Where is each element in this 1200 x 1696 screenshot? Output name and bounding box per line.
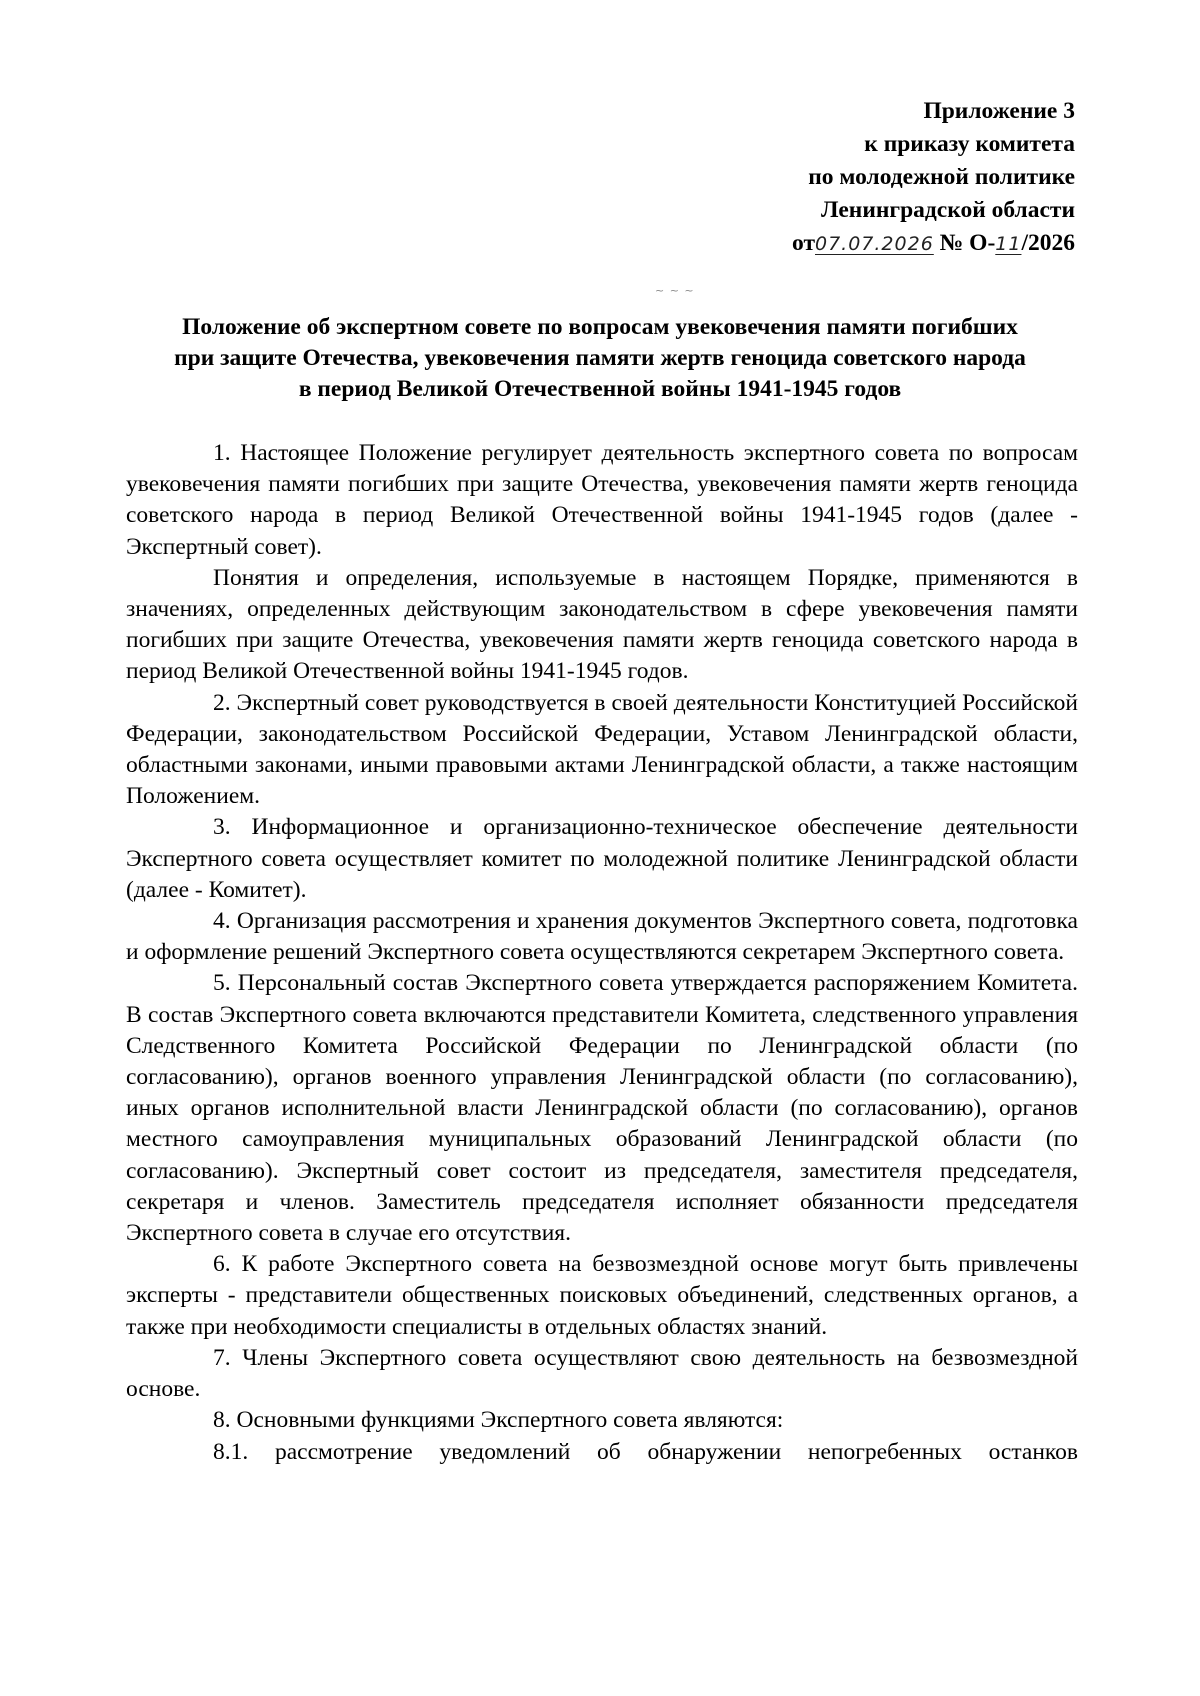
title-line: при защите Отечества, увековечения памяти жертв геноцида советского народа	[174, 345, 1026, 371]
order-prefix: от	[792, 230, 815, 256]
title-line: Положение об экспертном совете по вопросам увековечения памяти погибших	[182, 314, 1018, 340]
paragraph-7: 7. Члены Экспертного совета осуществляют свою деятельность на безвозмездной основе.	[126, 1344, 1078, 1403]
paragraph-8: 8. Основными функциями Экспертного совета являются:	[213, 1407, 784, 1434]
handwritten-order-number: 11	[995, 233, 1022, 255]
paragraph-4: 4. Организация рассмотрения и хранения документов Экспертного совета, подготовка и оформление решений Экспертного совета осуществляются секретарем Экспертного совета.	[126, 908, 1078, 966]
appendix-header	[792, 95, 1075, 261]
paragraph-2: 2. Экспертный совет руководствуется в своей деятельности Конституцией Российской Федерации, законодательством Российской Федерации, Уставом Ленинградской области, областными законами, иными правовыми актами Ленинградской области, а также настоящим Положением.	[126, 689, 1078, 810]
appendix-line: Приложение 3	[923, 98, 1075, 124]
appendix-line: Ленинградской области	[821, 197, 1075, 223]
document-body	[126, 438, 1078, 1468]
title-line: в период Великой Отечественной войны 1941-1945 годов	[298, 376, 902, 402]
appendix-line: по молодежной политике	[808, 164, 1075, 190]
order-reference	[792, 227, 1075, 261]
paragraph-8-1: 8.1. рассмотрение уведомлений об обнаружении непогребенных останков	[213, 1438, 1078, 1465]
paragraph-3: 3. Информационное и организационно-техническое обеспечение деятельности Экспертного совета осуществляет комитет по молодежной политике Ленинградской области (далее - Комитет).	[126, 814, 1078, 903]
paragraph-1: 1. Настоящее Положение регулирует деятельность экспертного совета по вопросам увековечения памяти погибших при защите Отечества, увековечения памяти жертв геноцида советского народа в период Великой Отечественной войны 1941-1945 годов (далее - Экспертный совет).	[126, 440, 1078, 560]
order-number-suffix: /2026	[1021, 230, 1075, 256]
order-number-prefix: № О-	[933, 230, 996, 256]
scan-mark: ~ ~ ~	[655, 284, 695, 297]
paragraph-5: 5. Персональный состав Экспертного совета утверждается распоряжением Комитета. В состав Экспертного совета включаются представители Комитета, следственного управления Следственного Комитета Российской Федерации по Ленинградской области (по согласованию), органов военного управления Ленинградской области (по согласованию), иных органов исполнительной власти Ленинградской области (по согласованию), органов местного самоуправления муниципальных образований Ленинградской области (по согласованию). Экспертный совет состоит из председателя, заместителя председателя, секретаря и членов. Заместитель председателя исполняет обязанности председателя Экспертного совета в случае его отсутствия.	[126, 970, 1078, 1247]
appendix-line: к приказу комитета	[864, 131, 1075, 157]
handwritten-order-date: 07.07.2026	[815, 233, 934, 255]
paragraph-6: 6. К работе Экспертного совета на безвозмездной основе могут быть привлечены эксперты - представители общественных поисковых объединений, следственных органов, а также при необходимости специалисты в отдельных областях знаний.	[126, 1251, 1078, 1340]
document-title	[120, 312, 1080, 405]
paragraph-definitions: Понятия и определения, используемые в настоящем Порядке, применяются в значениях, определенных действующим законодательством в сфере увековечения памяти погибших при защите Отечества, увековечения памяти жертв геноцида советского народа в период Великой Отечественной войны 1941-1945 годов.	[126, 564, 1078, 685]
